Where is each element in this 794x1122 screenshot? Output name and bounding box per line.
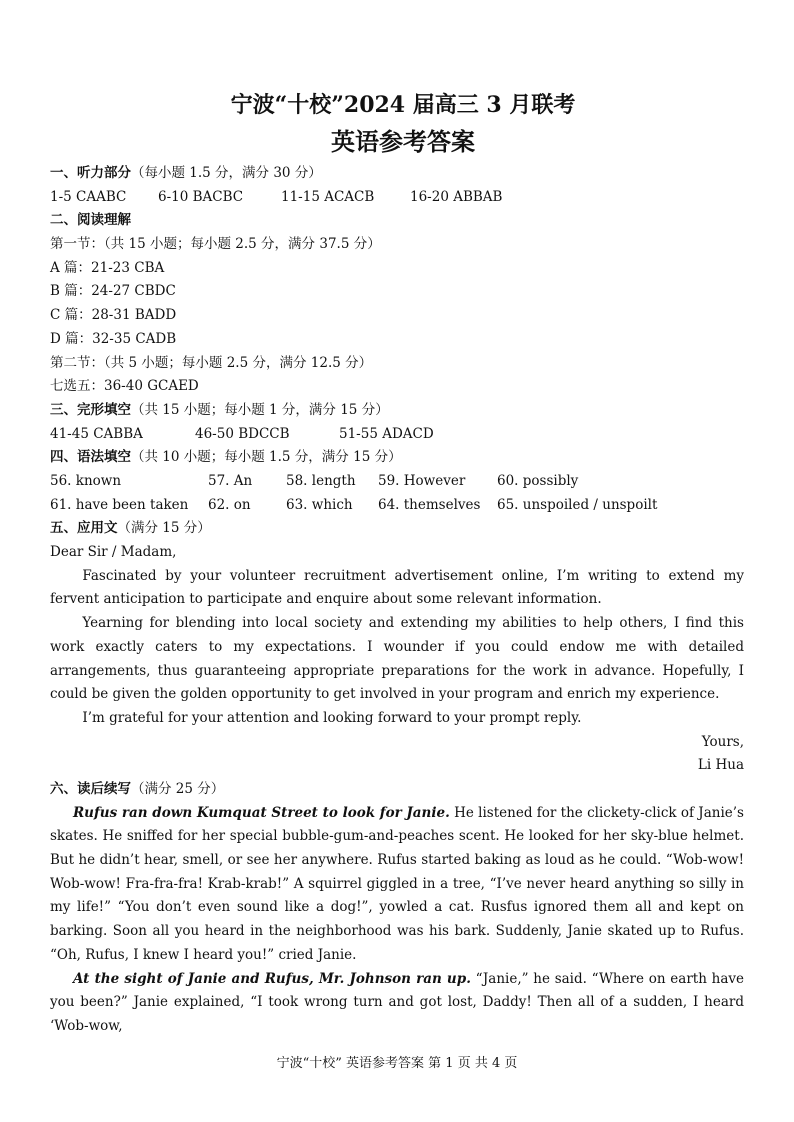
answer-group: 46-50 BDCCB: [195, 425, 290, 442]
answer-sheet-page: [50, 88, 744, 1039]
page-footer: 宁波“十校” 英语参考答案 第 1 页 共 4 页: [276, 1056, 518, 1071]
section-label: 五、应用文: [50, 520, 118, 537]
paragraph-body: “Janie,” he said. “Where on earth have you been?” Janie explained, “I took wrong turn and got lost, Daddy! Then all of a sudden, I heard ‘Wob-wow,: [50, 970, 745, 1034]
answer-group: 6-10 BACBC: [158, 188, 244, 205]
reading-seven-choose-five: 七选五：36-40 GCAED: [50, 378, 199, 395]
reading-part1-info: 第一节：（共 15 小题；每小题 2.5 分，满分 37.5 分）: [50, 236, 381, 253]
section-label: 六、读后续写: [50, 780, 131, 797]
answer-group: 1-5 CAABC: [50, 188, 127, 205]
exam-title: 宁波“十校”2024 届高三 3 月联考: [230, 92, 576, 118]
reading-passage-c: C 篇：28-31 BADD: [50, 307, 177, 324]
section-score: （共 15 小题；每小题 1 分，满分 15 分）: [131, 401, 389, 418]
grammar-answer: 57. An: [208, 472, 253, 489]
paragraph-lead-sentence: Rufus ran down Kumquat Street to look for Janie.: [72, 804, 450, 821]
answer-group: 51-55 ADACD: [339, 425, 434, 442]
section-grammar-heading: [50, 446, 744, 470]
grammar-answers-row-2: [50, 494, 744, 518]
section-label: 一、听力部分: [50, 165, 131, 181]
reading-passage-b: B 篇：24-27 CBDC: [50, 283, 176, 300]
grammar-answer: 62. on: [208, 496, 251, 513]
answer-group: 11-15 ACACB: [281, 188, 375, 205]
cloze-answers: [50, 423, 744, 447]
reading-passage-d: D 篇：32-35 CADB: [50, 330, 177, 347]
section-score: （满分 25 分）: [131, 780, 225, 797]
reading-part2-info: 第二节：（共 5 小题；每小题 2.5 分，满分 12.5 分）: [50, 354, 373, 371]
grammar-answer: 64. themselves: [378, 496, 481, 513]
letter-paragraph: Fascinated by your volunteer recruitment advertisement online, I’m writing to extend my fervent anticipation to participate and enquire about some relevant information.: [50, 567, 744, 608]
grammar-answer: 63. which: [286, 496, 353, 513]
section-continuation-heading: [50, 778, 744, 802]
grammar-answer: 59. However: [378, 472, 466, 489]
grammar-answer: 58. length: [286, 472, 356, 489]
listening-answers: [50, 186, 744, 210]
paragraph-lead-sentence: At the sight of Janie and Rufus, Mr. Johnson ran up.: [72, 970, 471, 987]
document-subtitle: 英语参考答案: [331, 127, 475, 156]
grammar-answer: 65. unspoiled / unspoilt: [497, 496, 658, 513]
letter-paragraph: I’m grateful for your attention and looking forward to your prompt reply.: [82, 709, 582, 726]
paragraph-body: He listened for the clickety-click of Janie’s skates. He sniffed for her special bubble-gum-and-peaches scent. He looked for her sky-blue helmet. But he didn’t hear, smell, or see her anywhere. Rufus started baking as loud as he could. “Wob-wow! Wob-wow! Fra-fra-fra! Krab-krab!” A squirrel giggled in a tree, “I’ve never heard anything so silly in my life!” “You don’t even sound like a dog!”, yowled a cat. Rusfus ignored them all and kept on barking. Soon all you heard in the neighborhood was his bark. Suddenly, Janie skated up to Rufus. “Oh, Rufus, I knew I heard you!” cried Janie.: [50, 804, 744, 963]
answer-group: 16-20 ABBAB: [410, 188, 503, 205]
letter-greeting: Dear Sir / Madam,: [50, 544, 177, 560]
grammar-answer: 56. known: [50, 472, 122, 489]
grammar-answer: 61. have been taken: [50, 496, 189, 513]
grammar-answer: 60. possibly: [497, 472, 579, 489]
section-writing-heading: [50, 517, 744, 541]
section-score: （每小题 1.5 分，满分 30 分）: [131, 165, 322, 181]
section-reading-heading: [50, 209, 744, 233]
letter-signature: Li Hua: [697, 757, 744, 774]
letter-paragraph: Yearning for blending into local society and extending my abilities to help others, I find this work exactly caters to my expectations. I wounder if you could endow me with detailed arrangements, thus guaranteeing appropriate preparations for the work in advance. Hopefully, I could be given the golden opportunity to get involved in your program and enrich my experience.: [50, 615, 744, 703]
story-paragraph: [50, 802, 744, 968]
section-score: （满分 15 分）: [117, 520, 211, 537]
section-label: 三、完形填空: [50, 401, 131, 418]
section-score: （共 10 小题；每小题 1.5 分，满分 15 分）: [131, 449, 402, 466]
section-label: 四、语法填空: [50, 449, 131, 466]
section-cloze-heading: [50, 399, 744, 423]
section-listening-heading: [50, 162, 744, 186]
letter-closing: Yours,: [701, 733, 744, 750]
story-paragraph: [50, 968, 744, 1039]
grammar-answers-row-1: [50, 470, 744, 494]
reading-passage-a: A 篇：21-23 CBA: [50, 259, 165, 276]
section-label: 二、阅读理解: [50, 212, 131, 229]
answer-group: 41-45 CABBA: [50, 425, 143, 442]
